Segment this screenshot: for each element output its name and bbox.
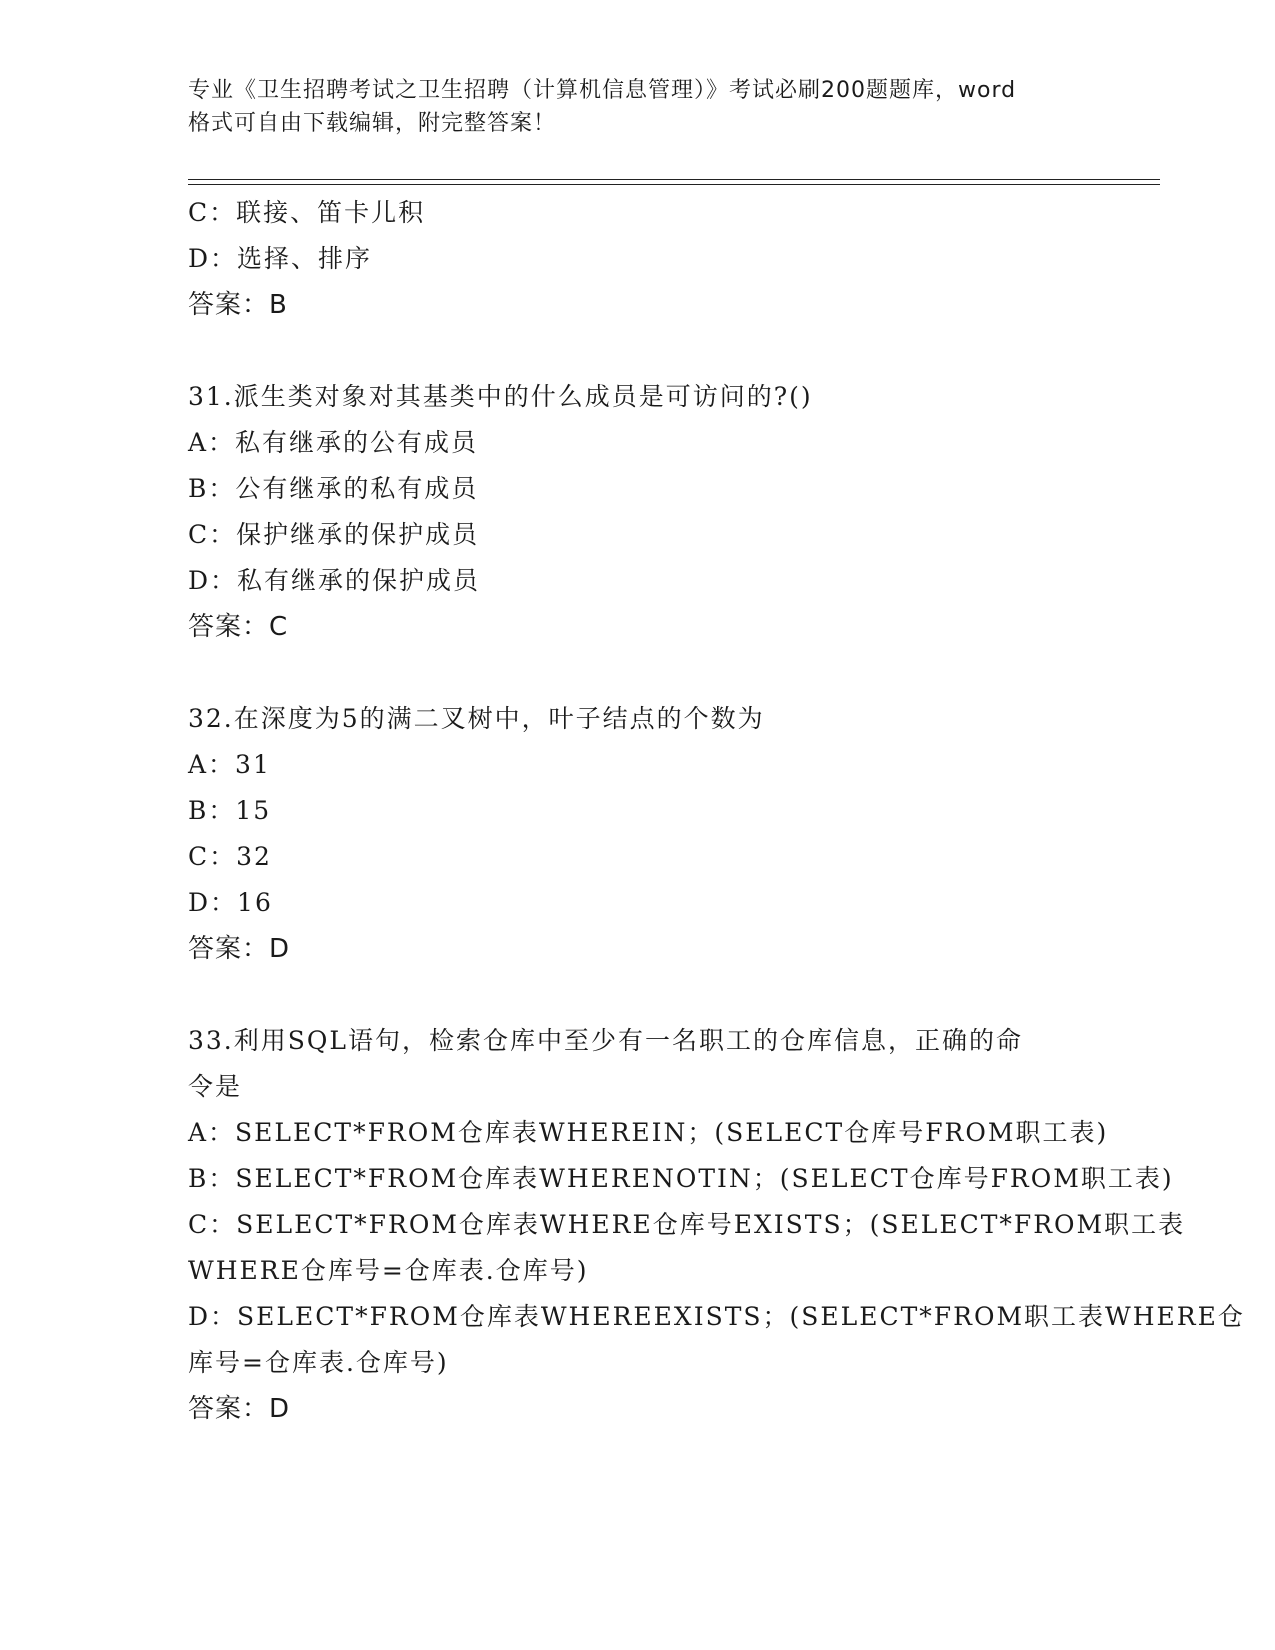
q32-option-a: A：31	[188, 750, 271, 779]
q33-option-c-line-2: WHERE仓库号=仓库表.仓库号)	[188, 1256, 589, 1285]
q33-answer: 答案：D	[188, 1394, 291, 1424]
q33-option-b: B：SELECT*FROM仓库表WHERENOTIN；(SELECT仓库号FROM职工表)	[188, 1164, 1174, 1193]
document-header	[188, 74, 1088, 140]
q33-question-line-1: 33.利用SQL语句，检索仓库中至少有一名职工的仓库信息，正确的命	[188, 1026, 1023, 1055]
prev-option-d: D：选择、排序	[188, 244, 373, 273]
header-divider-bottom	[188, 184, 1160, 185]
q33-question-line-2: 令是	[188, 1072, 243, 1101]
header-line-2: 格式可自由下载编辑，附完整答案！	[188, 111, 557, 136]
prev-answer: 答案：B	[188, 290, 288, 320]
spacer	[188, 650, 1128, 696]
q33-option-d-line-2: 库号=仓库表.仓库号)	[188, 1348, 449, 1377]
prev-option-c: C：联接、笛卡儿积	[188, 198, 426, 227]
q31-option-b: B：公有继承的私有成员	[188, 474, 479, 503]
spacer	[188, 328, 1128, 374]
q31-option-c: C：保护继承的保护成员	[188, 520, 480, 549]
q32-question: 32.在深度为5的满二叉树中，叶子结点的个数为	[188, 704, 765, 733]
q32-option-c: C：32	[188, 842, 272, 871]
spacer	[188, 972, 1128, 1018]
q32-answer: 答案：D	[188, 934, 291, 964]
q31-option-d: D：私有继承的保护成员	[188, 566, 481, 595]
question-list	[188, 190, 1245, 1432]
q33-option-d-line-1: D：SELECT*FROM仓库表WHEREEXISTS；(SELECT*FROM职工表WHERE仓	[188, 1302, 1245, 1331]
header-divider-top	[188, 179, 1160, 180]
q32-option-d: D：16	[188, 888, 273, 917]
q31-option-a: A：私有继承的公有成员	[188, 428, 479, 457]
q33-option-a: A：SELECT*FROM仓库表WHEREIN；(SELECT仓库号FROM职工表)	[188, 1118, 1109, 1147]
q33-option-c-line-1: C：SELECT*FROM仓库表WHERE仓库号EXISTS；(SELECT*FROM职工表	[188, 1210, 1186, 1239]
header-line-1: 专业《卫生招聘考试之卫生招聘（计算机信息管理）》考试必刷200题题库，word	[188, 78, 1017, 103]
q31-question: 31.派生类对象对其基类中的什么成员是可访问的?()	[188, 382, 813, 411]
q32-option-b: B：15	[188, 796, 272, 825]
q31-answer: 答案：C	[188, 612, 289, 642]
